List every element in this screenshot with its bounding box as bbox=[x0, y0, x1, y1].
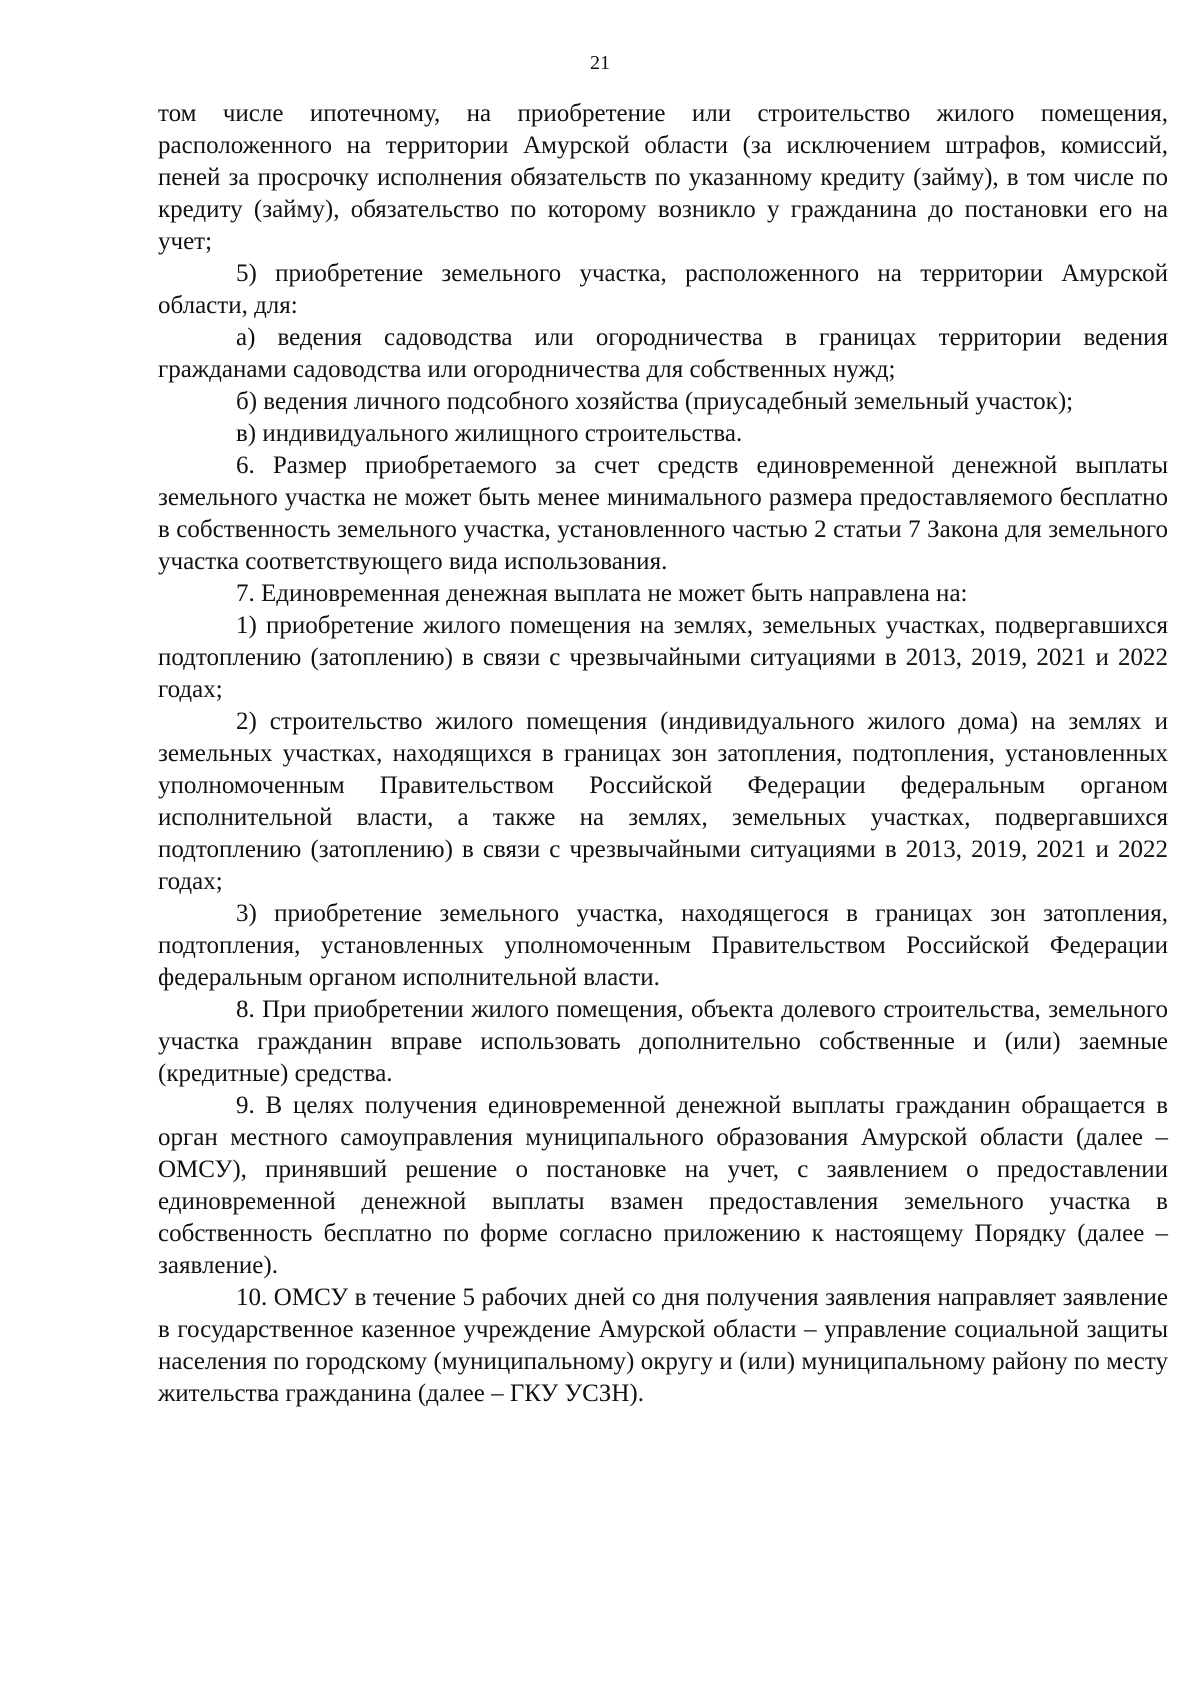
paragraph-item-5: 5) приобретение земельного участка, расположенного на территории Амурской области, для: bbox=[158, 260, 1168, 319]
paragraph-section-7: 7. Единовременная денежная выплата не может быть направлена на: bbox=[236, 580, 968, 607]
paragraph-item-5b: б) ведения личного подсобного хозяйства (приусадебный земельный участок); bbox=[236, 388, 1074, 415]
paragraph-section-6: 6. Размер приобретаемого за счет средств единовременной денежной выплаты земельного участка не может быть менее минимального размера предоставляемого бесплатно в собственность земельного участка, установленного частью 2 статьи 7 Закона для земельного участка соответствующего вида использования. bbox=[158, 452, 1168, 575]
paragraph-item-7-1: 1) приобретение жилого помещения на землях, земельных участках, подвергавшихся подтоплению (затоплению) в связи с чрезвычайными ситуациями в 2013, 2019, 2021 и 2022 годах; bbox=[158, 612, 1168, 703]
document-body bbox=[158, 98, 1168, 1410]
paragraph-continuation: том числе ипотечному, на приобретение или строительство жилого помещения, расположенного на территории Амурской области (за исключением штрафов, комиссий, пеней за просрочку исполнения обязательств по указанному кредиту (займу), в том числе по кредиту (займу), обязательство по которому возникло у гражданина до постановки его на учет; bbox=[158, 100, 1168, 255]
paragraph-item-5v: в) индивидуального жилищного строительства. bbox=[236, 420, 743, 447]
paragraph-item-7-3: 3) приобретение земельного участка, находящегося в границах зон затопления, подтопления, установленных уполномоченным Правительством Российской Федерации федеральным органом исполнительной власти. bbox=[158, 900, 1168, 991]
page-number: 21 bbox=[590, 52, 610, 74]
paragraph-section-10: 10. ОМСУ в течение 5 рабочих дней со дня получения заявления направляет заявление в государственное казенное учреждение Амурской области – управление социальной защиты населения по городскому (муниципальному) округу и (или) муниципальному району по месту жительства гражданина (далее – ГКУ УСЗН). bbox=[158, 1284, 1168, 1407]
paragraph-section-8: 8. При приобретении жилого помещения, объекта долевого строительства, земельного участка гражданин вправе использовать дополнительно собственные и (или) заемные (кредитные) средства. bbox=[158, 996, 1168, 1087]
paragraph-item-7-2: 2) строительство жилого помещения (индивидуального жилого дома) на землях и земельных участках, находящихся в границах зон затопления, подтопления, установленных уполномоченным Правительством Российской Федерации федеральным органом исполнительной власти, а также на землях, земельных участках, подвергавшихся подтоплению (затоплению) в связи с чрезвычайными ситуациями в 2013, 2019, 2021 и 2022 годах; bbox=[158, 708, 1168, 895]
paragraph-section-9: 9. В целях получения единовременной денежной выплаты гражданин обращается в орган местного самоуправления муниципального образования Амурской области (далее – ОМСУ), принявший решение о постановке на учет, с заявлением о предоставлении единовременной денежной выплаты взамен предоставления земельного участка в собственность бесплатно по форме согласно приложению к настоящему Порядку (далее – заявление). bbox=[158, 1092, 1168, 1279]
paragraph-item-5a: а) ведения садоводства или огородничества в границах территории ведения гражданами садоводства или огородничества для собственных нужд; bbox=[158, 324, 1168, 383]
